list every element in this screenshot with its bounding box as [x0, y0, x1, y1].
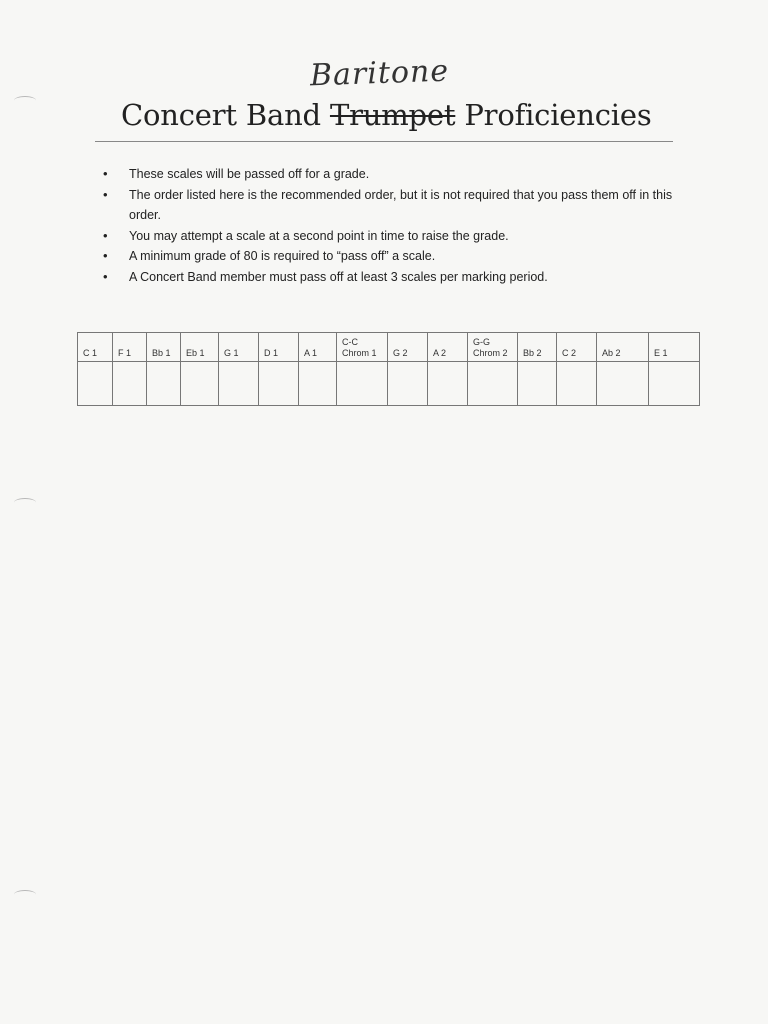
scale-header-cell: F 1 [113, 333, 147, 362]
grade-cell [388, 362, 428, 406]
title-suffix: Proficiencies [464, 98, 652, 132]
grade-cell [337, 362, 388, 406]
scales-grade-table [77, 332, 700, 406]
scales-grade-row [78, 362, 700, 406]
scale-header-cell: G 1 [219, 333, 259, 362]
scale-header-cell: C 1 [78, 333, 113, 362]
instruction-item: • The order listed here is the recommended order, but it is not required that you pass them off in this order. [103, 185, 683, 226]
scale-header-cell: C-C Chrom 1 [337, 333, 388, 362]
instruction-item: • A Concert Band member must pass off at least 3 scales per marking period. [103, 267, 683, 288]
grade-cell [147, 362, 181, 406]
scale-header-cell: G 2 [388, 333, 428, 362]
grade-cell [649, 362, 700, 406]
scale-header-cell: C 2 [557, 333, 597, 362]
scale-header-cell: D 1 [259, 333, 299, 362]
scales-header-row [78, 333, 700, 362]
grade-cell [557, 362, 597, 406]
binder-hole-mark-top [14, 96, 36, 105]
scale-header-cell: A 2 [428, 333, 468, 362]
scale-header-cell: Bb 2 [518, 333, 557, 362]
instruction-item: • These scales will be passed off for a grade. [103, 164, 683, 185]
grade-cell [428, 362, 468, 406]
scale-header-cell: G-G Chrom 2 [468, 333, 518, 362]
instruction-item: • You may attempt a scale at a second point in time to raise the grade. [103, 226, 683, 247]
instructions-list [103, 164, 683, 287]
grade-cell [113, 362, 147, 406]
title-struck-word: Trumpet [329, 98, 456, 132]
page-title [121, 98, 652, 132]
title-prefix: Concert Band [121, 98, 321, 132]
scale-header-cell: A 1 [299, 333, 337, 362]
grade-cell [181, 362, 219, 406]
grade-cell [259, 362, 299, 406]
grade-cell [597, 362, 649, 406]
grade-cell [219, 362, 259, 406]
instruction-item: • A minimum grade of 80 is required to “pass off” a scale. [103, 246, 683, 267]
scale-header-cell: E 1 [649, 333, 700, 362]
scale-header-cell: Ab 2 [597, 333, 649, 362]
title-underline [95, 141, 673, 142]
grade-cell [78, 362, 113, 406]
scale-header-cell: Eb 1 [181, 333, 219, 362]
grade-cell [468, 362, 518, 406]
scale-header-cell: Bb 1 [147, 333, 181, 362]
grade-cell [518, 362, 557, 406]
binder-hole-mark-middle [14, 498, 36, 507]
grade-cell [299, 362, 337, 406]
binder-hole-mark-bottom [14, 890, 36, 899]
handwritten-instrument-note: Baritone [309, 53, 450, 94]
